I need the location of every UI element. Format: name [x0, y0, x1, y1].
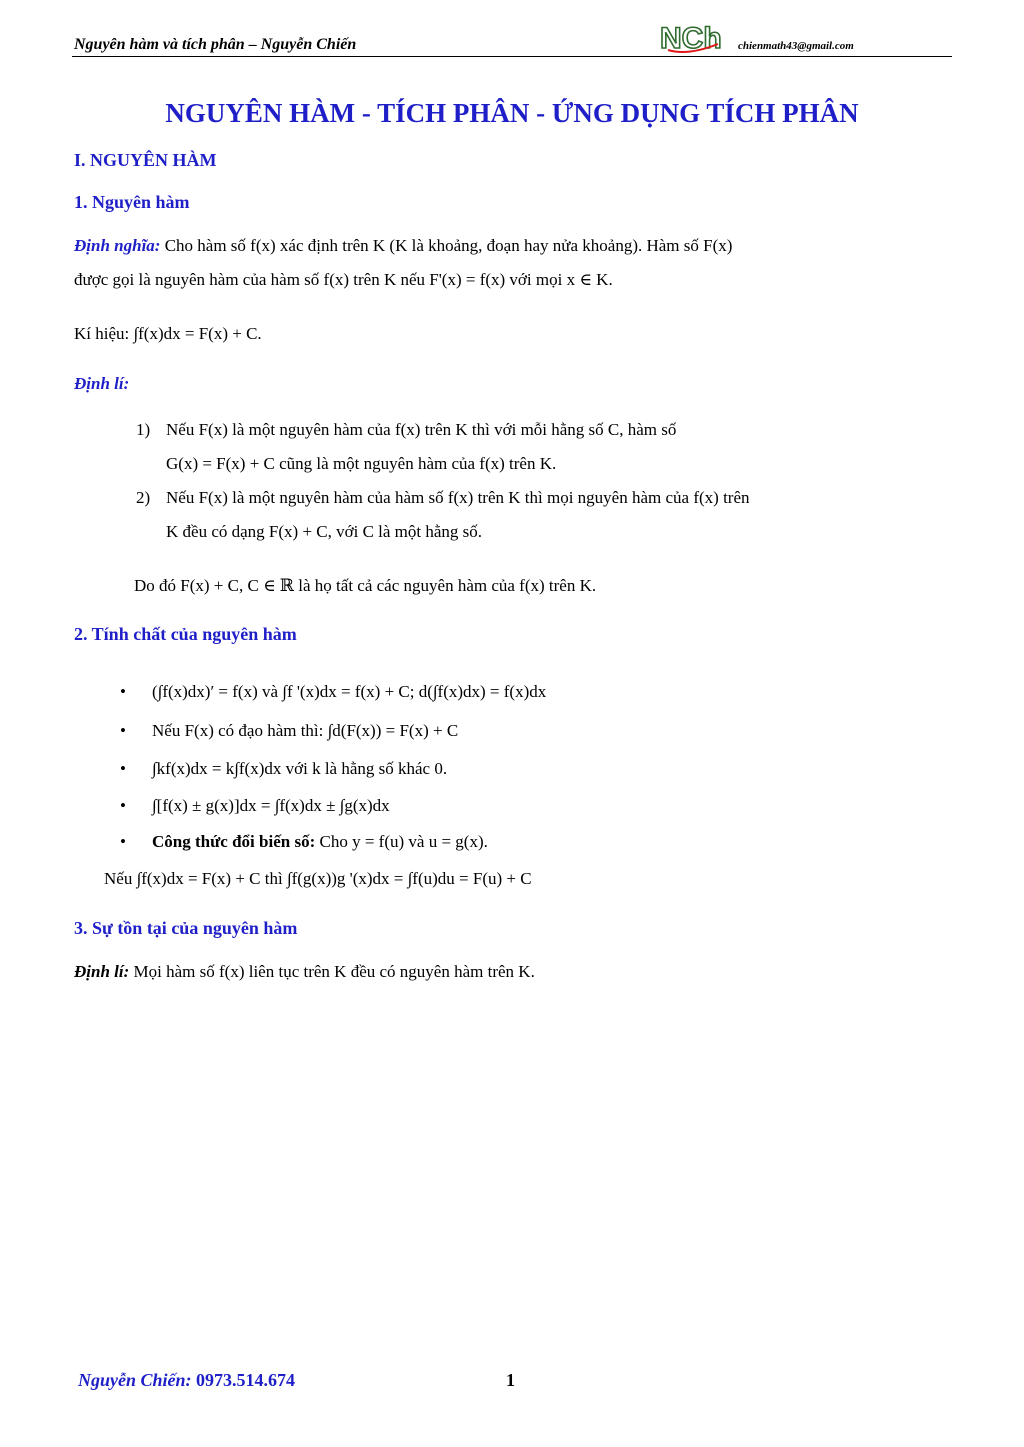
- section-heading: I. NGUYÊN HÀM: [74, 150, 217, 170]
- bullet-marker: •: [120, 682, 126, 701]
- notation-line: Kí hiệu: ∫f(x)dx = F(x) + C.: [74, 324, 262, 343]
- nch-logo: [658, 20, 736, 54]
- existence-theorem: [74, 962, 535, 982]
- definition-label: Định nghĩa:: [74, 236, 161, 255]
- definition-line-1: [74, 236, 732, 256]
- subsection-heading-3: 3. Sự tồn tại của nguyên hàm: [74, 918, 298, 938]
- bullet-marker: •: [120, 796, 126, 815]
- conclusion-line: Do đó F(x) + C, C ∈ ℝ là họ tất cả các nguyên hàm của f(x) trên K.: [134, 576, 597, 595]
- substitution-formula: Nếu ∫f(x)dx = F(x) + C thì ∫f(g(x))g '(x)dx = ∫f(u)du = F(u) + C: [104, 869, 532, 888]
- subsection-heading-2: 2. Tính chất của nguyên hàm: [74, 624, 297, 644]
- property-4: ∫[f(x) ± g(x)]dx = ∫f(x)dx ± ∫g(x)dx: [152, 796, 390, 815]
- header-email: chienmath43@gmail.com: [738, 40, 854, 52]
- bullet-marker: •: [120, 759, 126, 778]
- page-title: NGUYÊN HÀM - TÍCH PHÂN - ỨNG DỤNG TÍCH PHÂN: [165, 98, 859, 128]
- bullet-marker: •: [120, 721, 126, 740]
- header-title: Nguyên hàm và tích phân – Nguyễn Chiến: [74, 36, 357, 53]
- substitution-text: Cho y = f(u) và u = g(x).: [319, 832, 488, 851]
- footer-author-name: Nguyễn Chiến:: [78, 1370, 192, 1390]
- theorem-label: Định lí:: [74, 374, 130, 393]
- bullet-marker: •: [120, 832, 126, 851]
- theorem-2-line-1: Nếu F(x) là một nguyên hàm của hàm số f(x) trên K thì mọi nguyên hàm của f(x) trên: [166, 488, 750, 507]
- page-number: 1: [506, 1370, 515, 1390]
- theorem-1-line-1: Nếu F(x) là một nguyên hàm của f(x) trên K thì với mỗi hằng số C, hàm số: [166, 420, 677, 439]
- theorem-1-number: 1): [136, 420, 151, 439]
- subsection-heading-1: 1. Nguyên hàm: [74, 192, 190, 212]
- logo-text: NCh: [660, 22, 722, 54]
- property-5: [152, 832, 488, 852]
- footer-author: [78, 1370, 295, 1391]
- theorem-2-line-2: K đều có dạng F(x) + C, với C là một hằng số.: [166, 522, 483, 541]
- property-1: (∫f(x)dx)′ = f(x) và ∫f '(x)dx = f(x) + C; d(∫f(x)dx) = f(x)dx: [152, 682, 547, 701]
- definition-text-1: Cho hàm số f(x) xác định trên K (K là khoảng, đoạn hay nửa khoảng). Hàm số F(x): [164, 236, 733, 255]
- existence-text: Mọi hàm số f(x) liên tục trên K đều có nguyên hàm trên K.: [133, 962, 535, 981]
- theorem-2-number: 2): [136, 488, 151, 507]
- header-rule: [72, 56, 952, 57]
- property-2: Nếu F(x) có đạo hàm thì: ∫d(F(x)) = F(x) + C: [152, 721, 459, 740]
- footer-phone: 0973.514.674: [196, 1370, 296, 1390]
- property-3: ∫kf(x)dx = k∫f(x)dx với k là hằng số khác 0.: [152, 759, 448, 778]
- definition-line-2: được gọi là nguyên hàm của hàm số f(x) trên K nếu F'(x) = f(x) với mọi x ∈ K.: [74, 270, 613, 289]
- substitution-label: Công thức đổi biến số:: [152, 832, 316, 851]
- theorem-1-line-2: G(x) = F(x) + C cũng là một nguyên hàm của f(x) trên K.: [166, 454, 557, 473]
- existence-label: Định lí:: [74, 962, 130, 981]
